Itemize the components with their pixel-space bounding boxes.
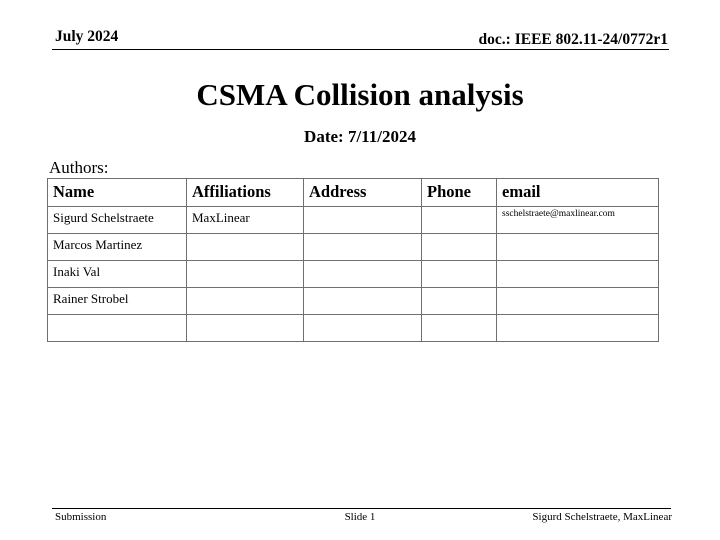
author-address-cell: [304, 288, 422, 315]
author-phone-cell: [422, 261, 497, 288]
author-affiliation-cell: [187, 288, 304, 315]
author-name-cell: Inaki Val: [48, 261, 187, 288]
table-header-row: [48, 179, 659, 207]
slide-date: Date: 7/11/2024: [304, 127, 416, 146]
author-phone-cell: [422, 207, 497, 234]
footer-author: Sigurd Schelstraete, MaxLinear: [532, 511, 672, 523]
author-email-cell: [497, 261, 659, 288]
author-address-cell: [304, 234, 422, 261]
authors-label: Authors:: [49, 158, 109, 177]
author-affiliation-cell: MaxLinear: [187, 207, 304, 234]
author-email-cell: [497, 288, 659, 315]
author-address-cell: [304, 315, 422, 342]
author-name-cell: Sigurd Schelstraete: [48, 207, 187, 234]
footer-rule: [52, 508, 671, 509]
authors-table: [47, 178, 659, 342]
author-name-cell: Marcos Martinez: [48, 234, 187, 261]
author-email-cell: [497, 315, 659, 342]
column-header-email: email: [497, 179, 659, 207]
table-row: [48, 261, 659, 288]
author-email-cell: sschelstraete@maxlinear.com: [497, 207, 659, 234]
author-name-cell: [48, 315, 187, 342]
footer-submission: Submission: [55, 511, 107, 523]
column-header-name: Name: [48, 179, 187, 207]
column-header-phone: Phone: [422, 179, 497, 207]
author-phone-cell: [422, 315, 497, 342]
table-row: [48, 315, 659, 342]
table-row: [48, 288, 659, 315]
column-header-affiliations: Affiliations: [187, 179, 304, 207]
footer-slide-number: Slide 1: [344, 511, 376, 523]
author-address-cell: [304, 207, 422, 234]
author-address-cell: [304, 261, 422, 288]
author-affiliation-cell: [187, 315, 304, 342]
author-affiliation-cell: [187, 234, 304, 261]
header-doc-id: doc.: IEEE 802.11-24/0772r1: [478, 31, 668, 48]
author-name-cell: Rainer Strobel: [48, 288, 187, 315]
header-rule: [52, 49, 669, 50]
author-phone-cell: [422, 234, 497, 261]
table-row: [48, 234, 659, 261]
column-header-address: Address: [304, 179, 422, 207]
author-email-cell: [497, 234, 659, 261]
header-date: July 2024: [55, 28, 119, 45]
table-row: [48, 207, 659, 234]
author-phone-cell: [422, 288, 497, 315]
author-affiliation-cell: [187, 261, 304, 288]
slide-title: CSMA Collision analysis: [196, 77, 524, 112]
